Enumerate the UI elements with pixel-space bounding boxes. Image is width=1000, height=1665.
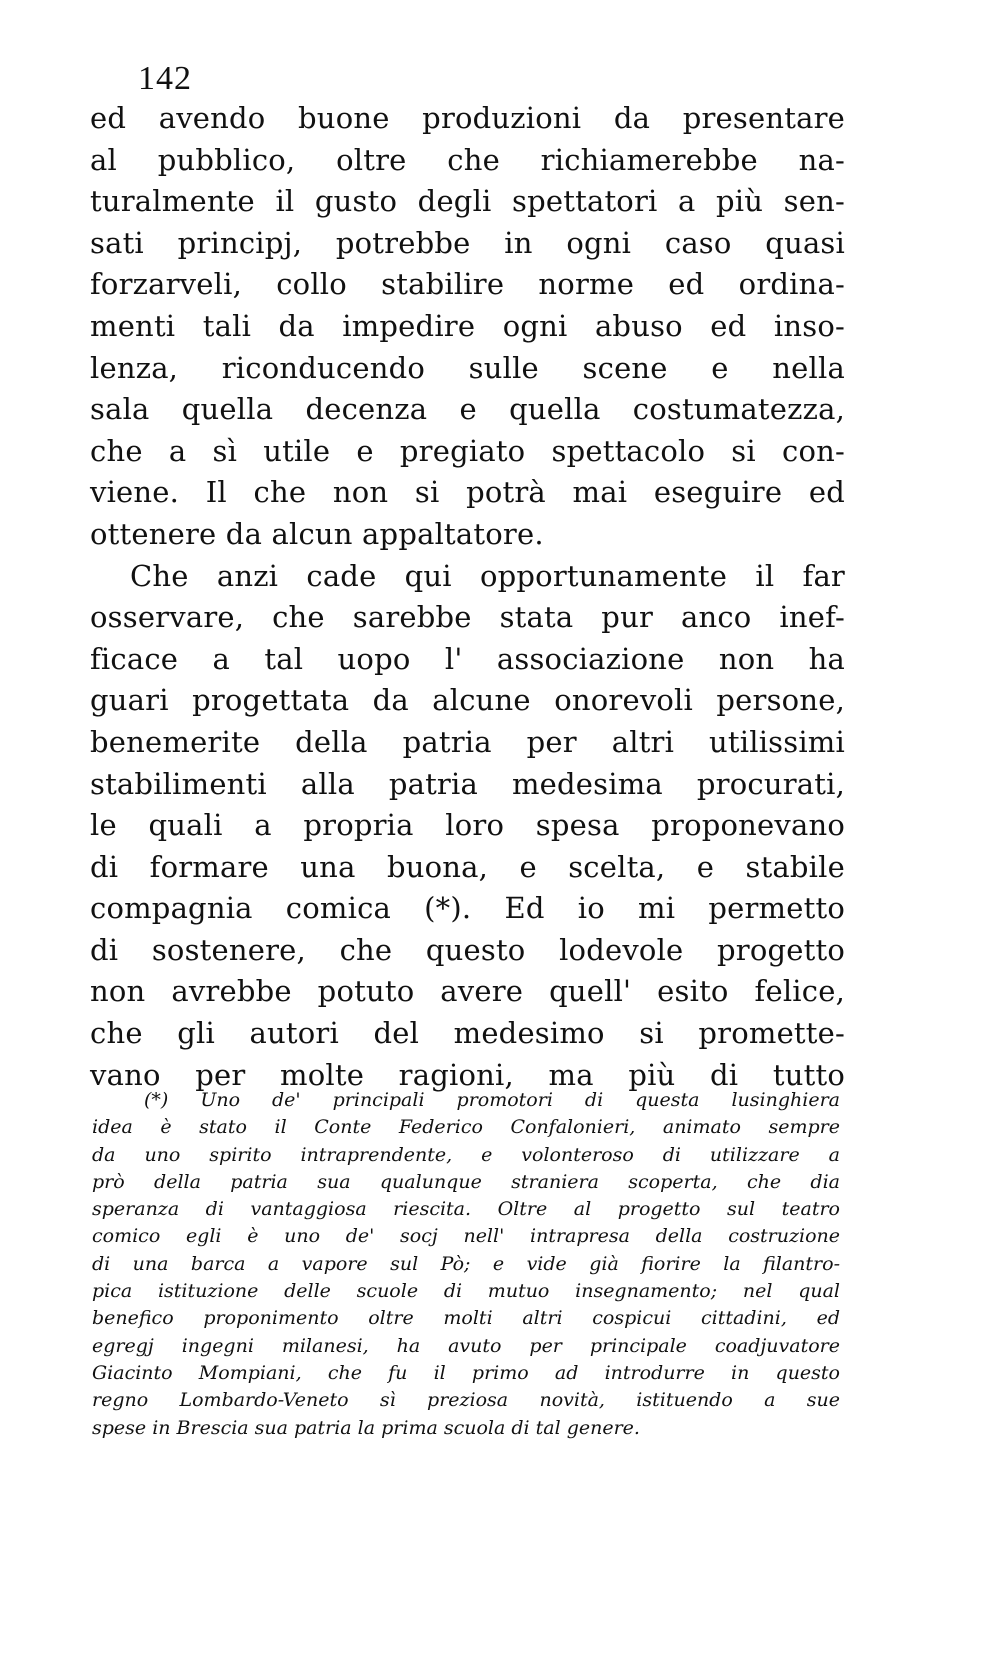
footnote	[92, 1087, 840, 1442]
footnote-line: benefico proponimento oltre molti altri cospicui cittadini, ed	[92, 1307, 840, 1330]
body-line: ottenere da alcun appaltatore.	[90, 516, 544, 551]
body-line: ficace a tal uopo l' associazione non ha	[90, 641, 845, 676]
main-text	[90, 98, 845, 1096]
footnote-line: speranza di vantaggiosa riescita. Oltre al progetto sul teatro	[92, 1198, 840, 1221]
body-line: compagnia comica (*). Ed io mi permetto	[90, 891, 845, 926]
body-line: non avrebbe potuto avere quell' esito felice,	[90, 974, 845, 1009]
body-line: di sostenere, che questo lodevole progetto	[90, 932, 845, 967]
body-line: osservare, che sarebbe stata pur anco inef-	[90, 600, 845, 635]
body-line: al pubblico, oltre che richiamerebbe na-	[90, 142, 845, 177]
body-line: vano per molte ragioni, ma più di tutto	[90, 1057, 845, 1092]
body-line: sati principj, potrebbe in ogni caso quasi	[90, 225, 845, 260]
body-line: guari progettata da alcune onorevoli persone,	[90, 683, 845, 718]
body-line: le quali a propria loro spesa proponevano	[90, 808, 845, 843]
footnote-line: da uno spirito intraprendente, e volonteroso di utilizzare a	[92, 1143, 840, 1166]
body-line: Che anzi cade qui opportunamente il far	[130, 558, 845, 593]
footnote-line: (*) Uno de' principali promotori di questa lusinghiera	[144, 1089, 840, 1111]
footnote-line: prò della patria sua qualunque straniera scoperta, che dia	[92, 1170, 840, 1193]
body-line: viene. Il che non si potrà mai eseguire ed	[90, 475, 845, 510]
page-number: 142	[138, 60, 192, 97]
body-line: forzarveli, collo stabilire norme ed ordina-	[90, 267, 845, 302]
body-line: sala quella decenza e quella costumatezza,	[90, 392, 845, 427]
body-line: stabilimenti alla patria medesima procurati,	[90, 766, 845, 801]
footnote-line: spese in Brescia sua patria la prima scuola di tal genere.	[92, 1416, 640, 1439]
body-line: che gli autori del medesimo si promette-	[90, 1016, 845, 1051]
body-line: turalmente il gusto degli spettatori a più sen-	[90, 184, 845, 219]
body-line: di formare una buona, e scelta, e stabile	[90, 849, 845, 884]
footnote-line: Giacinto Mompiani, che fu il primo ad introdurre in questo	[92, 1361, 840, 1384]
footnote-line: egregj ingegni milanesi, ha avuto per principale coadjuvatore	[92, 1334, 840, 1357]
footnote-line: idea è stato il Conte Federico Confalonieri, animato sempre	[92, 1116, 840, 1139]
body-line: lenza, riconducendo sulle scene e nella	[90, 350, 845, 385]
body-line: benemerite della patria per altri utilissimi	[90, 724, 845, 759]
body-line: che a sì utile e pregiato spettacolo si con-	[90, 433, 845, 468]
footnote-line: comico egli è uno de' socj nell' intrapresa della costruzione	[92, 1225, 840, 1248]
body-line: ed avendo buone produzioni da presentare	[90, 101, 845, 135]
footnote-line: di una barca a vapore sul Pò; e vide già fiorire la filantro-	[92, 1252, 840, 1275]
footnote-line: pica istituzione delle scuole di mutuo insegnamento; nel qual	[92, 1280, 840, 1303]
body-line: menti tali da impedire ogni abuso ed inso-	[90, 308, 845, 343]
footnote-line: regno Lombardo-Veneto sì preziosa novità, istituendo a sue	[92, 1389, 840, 1412]
